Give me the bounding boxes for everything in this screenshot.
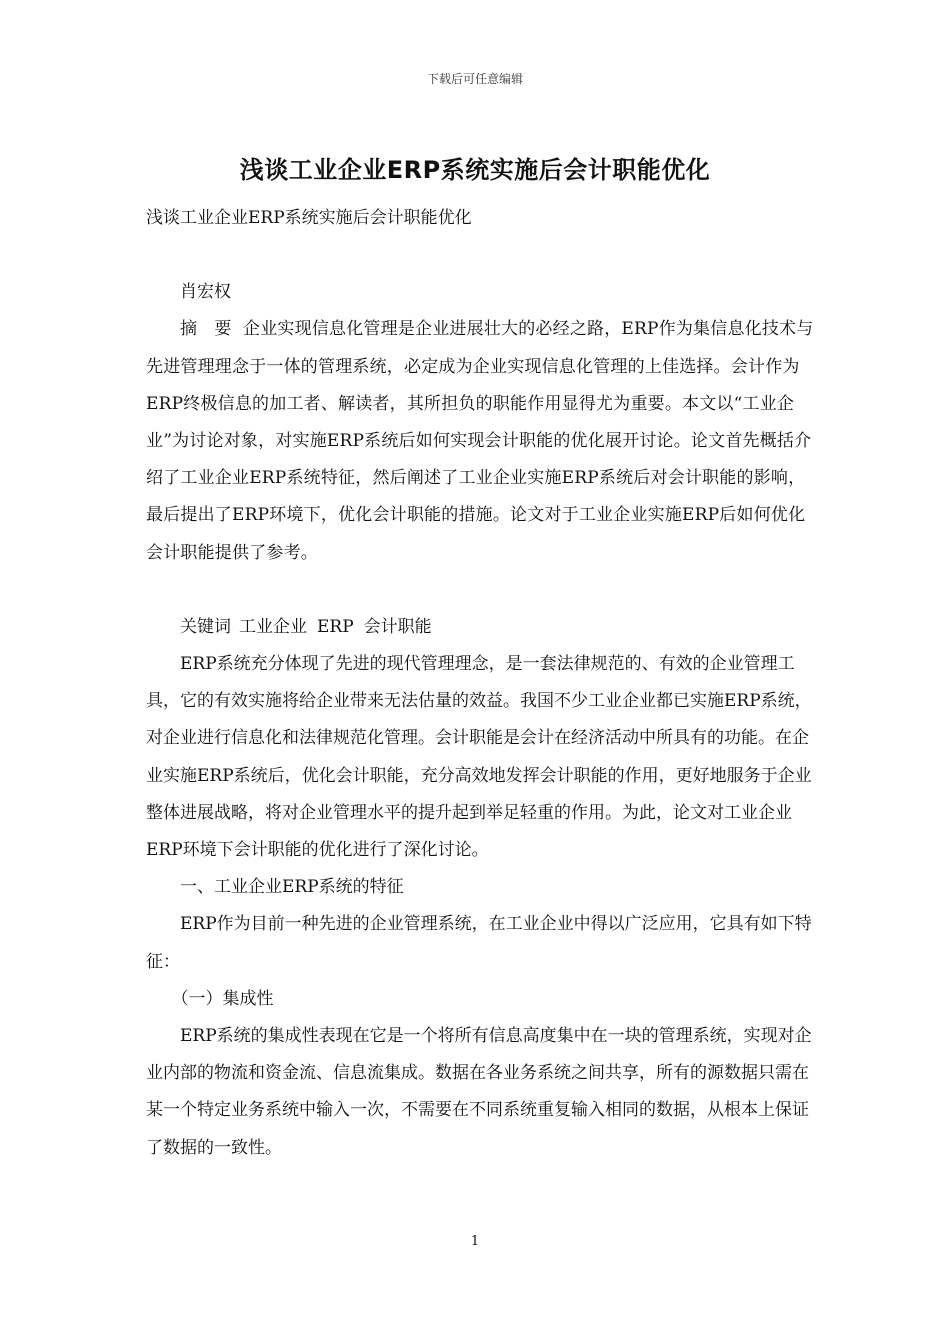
document-title: 浅谈工业企业ERP系统实施后会计职能优化: [239, 156, 711, 184]
keywords-line: [146, 609, 816, 646]
keyword-item: 会计职能: [363, 616, 432, 637]
subsection-paragraph: ERP系统的集成性表现在它是一个将所有信息高度集中在一块的管理系统，实现对企业内部的物流和资金流、信息流集成。数据在各业务系统之间共享，所有的源数据只需在某一个特定业务系统中输入一次，不需要在不同系统重复输入相同的数据，从根本上保证了数据的一致性。: [146, 1026, 812, 1158]
page-number: 1: [470, 1234, 480, 1249]
document-body: [146, 200, 816, 1167]
abstract-text: 企业实现信息化管理是企业进展壮大的必经之路，ERP作为集信息化技术与先进管理理念于一体的管理系统，必定成为企业实现信息化管理的上佳选择。会计作为ERP终极信息的加工者、解读者，其所担负的职能作用显得尤为重要。本文以“工业企业”为讨论对象，对实施ERP系统后如何实现会计职能的优化展开讨论。论文首先概括介绍了工业企业ERP系统特征，然后阐述了工业企业实施ERP系统后对会计职能的影响，最后提出了ERP环境下，优化会计职能的措施。论文对于工业企业实施ERP后如何优化会计职能提供了参考。: [146, 319, 814, 563]
page-header: 下载后可任意编辑: [426, 72, 523, 86]
intro-paragraph: ERP系统充分体现了先进的现代管理理念，是一套法律规范的、有效的企业管理工具，它的有效实施将给企业带来无法估量的效益。我国不少工业企业都已实施ERP系统，对企业进行信息化和法律规范化管理。会计职能是会计在经济活动中所具有的功能。在企业实施ERP系统后，优化会计职能，充分高效地发挥会计职能的作用，更好地服务于企业整体进展战略，将对企业管理水平的提升起到举足轻重的作用。为此，论文对工业企业ERP环境下会计职能的优化进行了深化讨论。: [146, 654, 812, 861]
keyword-item: ERP: [317, 616, 354, 637]
section-paragraph: ERP作为目前一种先进的企业管理系统，在工业企业中得以广泛应用，它具有如下特征：: [146, 914, 812, 972]
spacer: [146, 572, 816, 609]
subsection-heading: （一）集成性: [171, 988, 274, 1009]
abstract-label: 摘 要: [180, 319, 238, 340]
document-subtitle: 浅谈工业企业ERP系统实施后会计职能优化: [146, 208, 472, 228]
spacer: [146, 237, 816, 274]
abstract-paragraph: [146, 311, 816, 571]
keywords-label: 关键词: [180, 616, 231, 637]
section-heading: 一、工业企业ERP系统的特征: [180, 877, 404, 898]
author-name: 肖宏权: [180, 282, 231, 303]
keyword-item: 工业企业: [239, 616, 307, 637]
